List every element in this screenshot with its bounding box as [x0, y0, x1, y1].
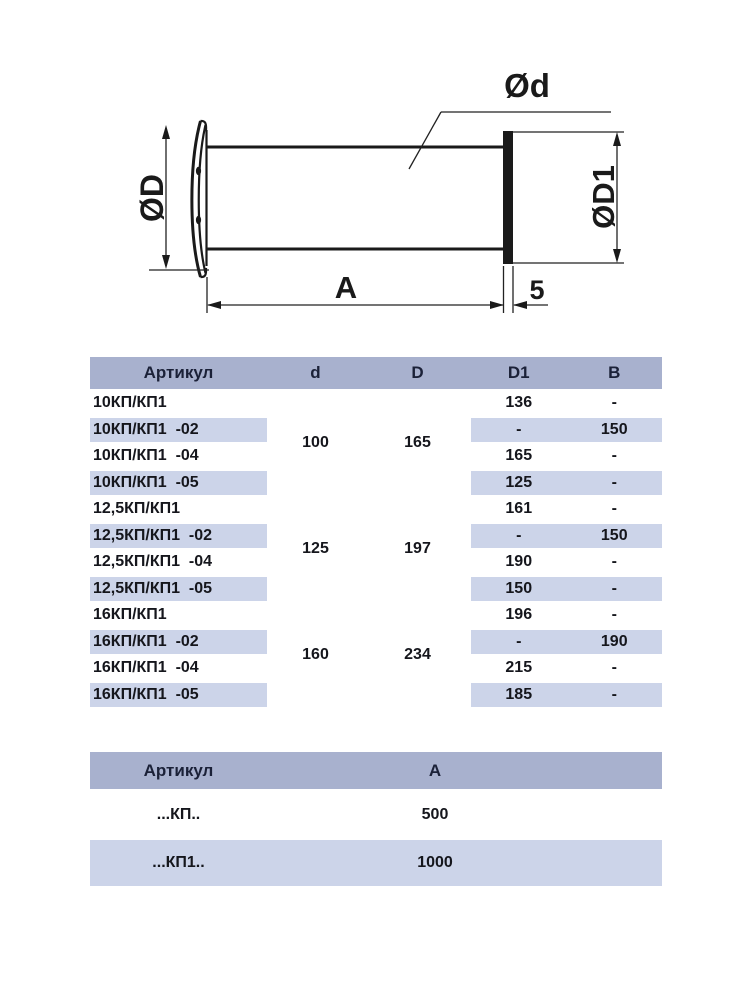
flange-clip: [196, 167, 201, 175]
article-cell: 16КП/КП1: [90, 603, 267, 628]
article-cell: 12,5КП/КП1: [90, 497, 267, 522]
article-cell: ...КП..: [90, 792, 267, 837]
col-header-D1: D1: [471, 357, 567, 389]
article-cell: 10КП/КП1 -02: [90, 418, 267, 443]
article-cell: 12,5КП/КП1 -04: [90, 550, 267, 575]
col-header-article: Артикул: [90, 752, 267, 789]
article-cell: ...КП1..: [90, 840, 267, 886]
b-cell: -: [567, 603, 663, 628]
b-cell: 190: [567, 630, 663, 655]
d1-cell: -: [471, 524, 567, 549]
col-header-article: Артикул: [90, 357, 267, 389]
b-cell: -: [567, 550, 663, 575]
article-cell: 10КП/КП1: [90, 391, 267, 416]
D-merged-cell: 197: [364, 497, 471, 601]
collar-plate: [503, 131, 513, 264]
duct-drawing: [0, 0, 750, 340]
label-diameter-D1: ØD1: [586, 165, 621, 229]
d-merged-cell: 100: [267, 391, 364, 495]
b-cell: -: [567, 444, 663, 469]
label-length-A: A: [334, 270, 358, 305]
article-cell: 16КП/КП1 -05: [90, 683, 267, 708]
b-cell: 150: [567, 418, 663, 443]
label-diameter-d: Ød: [504, 67, 550, 104]
col-header-B: B: [567, 357, 663, 389]
article-cell: 12,5КП/КП1 -02: [90, 524, 267, 549]
d1-cell: 185: [471, 683, 567, 708]
col-header-A: А: [267, 752, 662, 789]
b-cell: -: [567, 471, 663, 496]
b-cell: -: [567, 656, 663, 681]
article-cell: 10КП/КП1 -04: [90, 444, 267, 469]
b-cell: -: [567, 683, 663, 708]
d1-cell: 150: [471, 577, 567, 602]
article-cell: 10КП/КП1 -05: [90, 471, 267, 496]
b-cell: -: [567, 391, 663, 416]
d1-cell: -: [471, 418, 567, 443]
d-merged-cell: 125: [267, 497, 364, 601]
col-header-d: d: [267, 357, 364, 389]
d1-cell: -: [471, 630, 567, 655]
d1-cell: 165: [471, 444, 567, 469]
article-cell: 16КП/КП1 -04: [90, 656, 267, 681]
d1-cell: 190: [471, 550, 567, 575]
dimensions-table: [90, 357, 662, 707]
grille-flange: [192, 121, 207, 277]
a-cell: 500: [267, 792, 662, 837]
D-merged-cell: 234: [364, 603, 471, 707]
length-table: [90, 752, 662, 886]
d1-cell: 161: [471, 497, 567, 522]
d1-cell: 196: [471, 603, 567, 628]
label-diameter-D: ØD: [134, 174, 170, 222]
dim-length-A: [207, 266, 513, 313]
label-thickness-5: 5: [529, 275, 545, 305]
d-merged-cell: 160: [267, 603, 364, 707]
b-cell: -: [567, 497, 663, 522]
article-cell: 12,5КП/КП1 -05: [90, 577, 267, 602]
a-cell: 1000: [267, 840, 662, 886]
dim-diameter-D1: [513, 132, 624, 263]
b-cell: -: [567, 577, 663, 602]
D-merged-cell: 165: [364, 391, 471, 495]
b-cell: 150: [567, 524, 663, 549]
dim-thickness-5: [513, 275, 548, 309]
d1-cell: 136: [471, 391, 567, 416]
d1-cell: 215: [471, 656, 567, 681]
flange-clip: [196, 216, 201, 224]
article-cell: 16КП/КП1 -02: [90, 630, 267, 655]
col-header-D: D: [364, 357, 471, 389]
d1-cell: 125: [471, 471, 567, 496]
